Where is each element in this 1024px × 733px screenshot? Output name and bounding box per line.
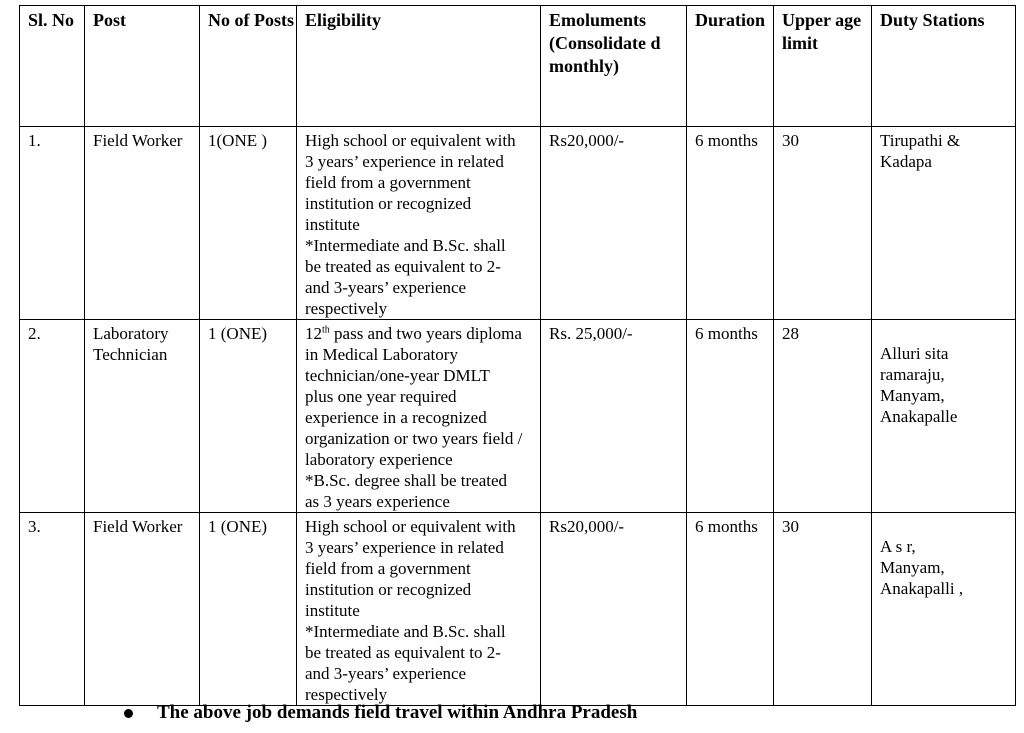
eligibility-grade: 12 [305,324,322,343]
cell-no-of-posts: 1 (ONE) [200,513,297,706]
recruitment-table [19,5,1016,706]
header-post: Post [85,6,200,127]
cell-emoluments: Rs. 25,000/- [541,320,687,513]
header-upper-age-limit: Upper age limit [774,6,872,127]
header-emoluments: Emoluments (Consolidate d monthly) [541,6,687,127]
header-eligibility: Eligibility [297,6,541,127]
table-row [20,513,1016,706]
cell-eligibility: High school or equivalent with 3 years’ experience in related field from a government institution or recognized institute *Intermediate and B.Sc. shall be treated as equivalent to 2- and 3-years’ experience respectively [297,513,541,706]
cell-duty-stations: Tirupathi & Kadapa [872,127,1016,320]
header-sl-no: Sl. No [20,6,85,127]
bullet-icon [124,709,133,718]
header-row [20,6,1016,127]
header-no-of-posts: No of Posts [200,6,297,127]
cell-emoluments: Rs20,000/- [541,127,687,320]
cell-no-of-posts: 1(ONE ) [200,127,297,320]
eligibility-text: pass and two years diploma in Medical Laboratory technician/one-year DMLT plus one year required experience in a recognized organization or two years field / laboratory experience *B.Sc. degree shall be treated as 3 years experience [305,324,523,511]
duty-stations-text: Alluri sita ramaraju, Manyam, Anakapalle [880,344,958,426]
field-travel-note [124,702,637,724]
note-text: The above job demands field travel within Andhra Pradesh [157,702,638,723]
cell-post: Field Worker [85,513,200,706]
cell-upper-age-limit: 30 [774,127,872,320]
cell-post: Laboratory Technician [85,320,200,513]
eligibility-grade-suffix: th [322,324,330,336]
cell-eligibility [297,320,541,513]
cell-post: Field Worker [85,127,200,320]
cell-no-of-posts: 1 (ONE) [200,320,297,513]
duty-stations-text: A s r, Manyam, Anakapalli , [880,537,964,598]
cell-duration: 6 months [687,320,774,513]
cell-upper-age-limit: 28 [774,320,872,513]
table-row [20,127,1016,320]
header-duty-stations: Duty Stations [872,6,1016,127]
cell-duration: 6 months [687,127,774,320]
cell-sl-no: 2. [20,320,85,513]
cell-duration: 6 months [687,513,774,706]
table-row [20,320,1016,513]
cell-duty-stations [872,320,1016,513]
header-duration: Duration [687,6,774,127]
cell-upper-age-limit: 30 [774,513,872,706]
cell-duty-stations [872,513,1016,706]
cell-eligibility: High school or equivalent with 3 years’ experience in related field from a government institution or recognized institute *Intermediate and B.Sc. shall be treated as equivalent to 2- and 3-years’ experience respectively [297,127,541,320]
cell-sl-no: 1. [20,127,85,320]
cell-sl-no: 3. [20,513,85,706]
cell-emoluments: Rs20,000/- [541,513,687,706]
